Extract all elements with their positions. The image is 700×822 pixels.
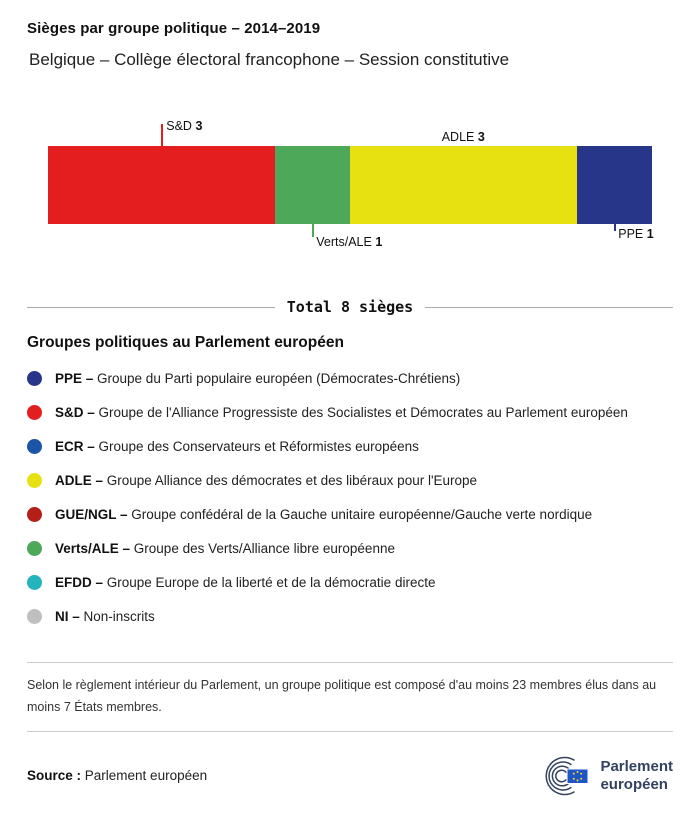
source-row	[27, 754, 673, 798]
legend-item-guengl	[27, 507, 673, 522]
legend-label: NI – Non-inscrits	[55, 609, 155, 624]
legend-item-ecr	[27, 439, 673, 454]
guengl-color-dot	[27, 507, 42, 522]
page-subtitle: Belgique – Collège électoral francophone – Session constitutive	[29, 50, 510, 69]
legend-item-sd	[27, 405, 673, 420]
legend-heading: Groupes politiques au Parlement européen	[27, 334, 344, 351]
logo-line2: européen	[600, 775, 668, 793]
vertsale-color-dot	[27, 541, 42, 556]
total-seats-label: Total 8 sièges	[286, 298, 414, 316]
callout-line	[614, 224, 616, 231]
callout-line	[312, 224, 314, 237]
labels-bottom	[48, 224, 652, 254]
source-value: Parlement européen	[84, 768, 208, 784]
total-rule-left	[27, 307, 275, 308]
labels-top	[48, 120, 652, 146]
seats-chart	[48, 120, 652, 254]
total-row	[27, 298, 673, 316]
logo-wordmark	[600, 758, 673, 793]
adle-color-dot	[27, 473, 42, 488]
bar-segment-ppe	[577, 146, 653, 224]
source-label: Source :	[27, 768, 82, 784]
ni-color-dot	[27, 609, 42, 624]
segment-label: PPE 1	[618, 227, 654, 241]
legend-list	[27, 371, 673, 624]
bar-segment-adle	[350, 146, 577, 224]
logo-line1: Parlement	[600, 758, 673, 776]
footnote: Selon le règlement intérieur du Parlement, un groupe politique est composé d'au moins 23 membres élus dans au moins 7 États membres.	[27, 678, 657, 714]
european-parliament-logo	[539, 754, 673, 798]
ecr-color-dot	[27, 439, 42, 454]
legend-label: ADLE – Groupe Alliance des démocrates et des libéraux pour l'Europe	[55, 473, 478, 488]
legend-item-vertsale	[27, 541, 673, 556]
legend-item-adle	[27, 473, 673, 488]
total-rule-right	[425, 307, 673, 308]
legend-label: PPE – Groupe du Parti populaire européen (Démocrates-Chrétiens)	[55, 371, 461, 386]
legend-label: S&D – Groupe de l'Alliance Progressiste des Socialistes et Démocrates au Parlement européen	[55, 405, 628, 420]
legend-item-ppe	[27, 371, 673, 386]
divider-top	[27, 662, 673, 663]
legend-item-efdd	[27, 575, 673, 590]
hemicycle-flag-icon	[539, 754, 591, 798]
callout-line	[161, 124, 163, 146]
bar-segment-s-d	[48, 146, 275, 224]
efdd-color-dot	[27, 575, 42, 590]
ppe-color-dot	[27, 371, 42, 386]
legend-label: EFDD – Groupe Europe de la liberté et de la démocratie directe	[55, 575, 436, 590]
source-text	[27, 768, 207, 783]
seats-bar	[48, 146, 652, 224]
page-title: Sièges par groupe politique – 2014–2019	[27, 20, 321, 37]
legend-label: GUE/NGL – Groupe confédéral de la Gauche unitaire européenne/Gauche verte nordique	[55, 507, 593, 522]
legend-item-ni	[27, 609, 673, 624]
segment-label: S&D 3	[166, 119, 203, 133]
legend-label: Verts/ALE – Groupe des Verts/Alliance libre européenne	[55, 541, 395, 556]
legend-label: ECR – Groupe des Conservateurs et Réformistes européens	[55, 439, 419, 454]
bar-segment-verts-ale	[275, 146, 351, 224]
segment-label: ADLE 3	[441, 130, 485, 144]
sd-color-dot	[27, 405, 42, 420]
segment-label: Verts/ALE 1	[316, 235, 383, 249]
divider-bottom	[27, 731, 673, 732]
